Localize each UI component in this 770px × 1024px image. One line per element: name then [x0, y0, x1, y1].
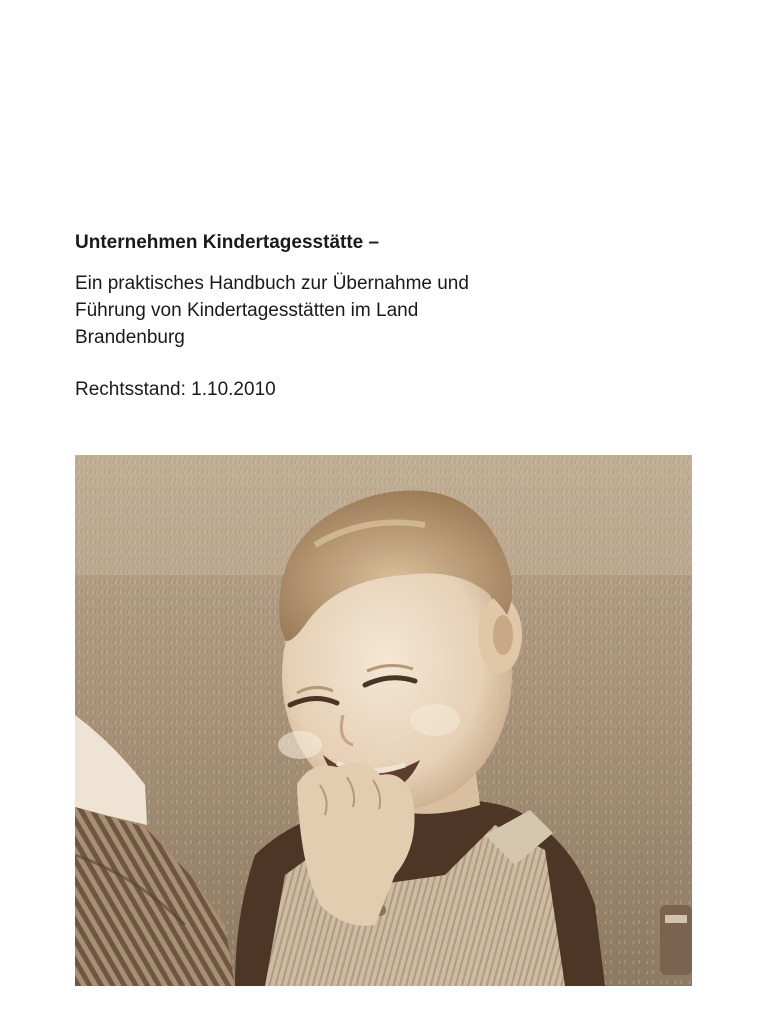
cover-photo-illustration [75, 455, 692, 986]
subtitle-line: Ein praktisches Handbuch zur Übernahme und [75, 273, 469, 294]
subtitle-line: Führung von Kindertagesstätten im Land [75, 300, 419, 321]
legal-status-date: Rechtsstand: 1.10.2010 [75, 379, 276, 400]
subtitle-line: Brandenburg [75, 327, 185, 348]
document-title: Unternehmen Kindertagesstätte – [75, 232, 380, 253]
document-subtitle [75, 270, 635, 351]
cover-photo [75, 455, 692, 986]
